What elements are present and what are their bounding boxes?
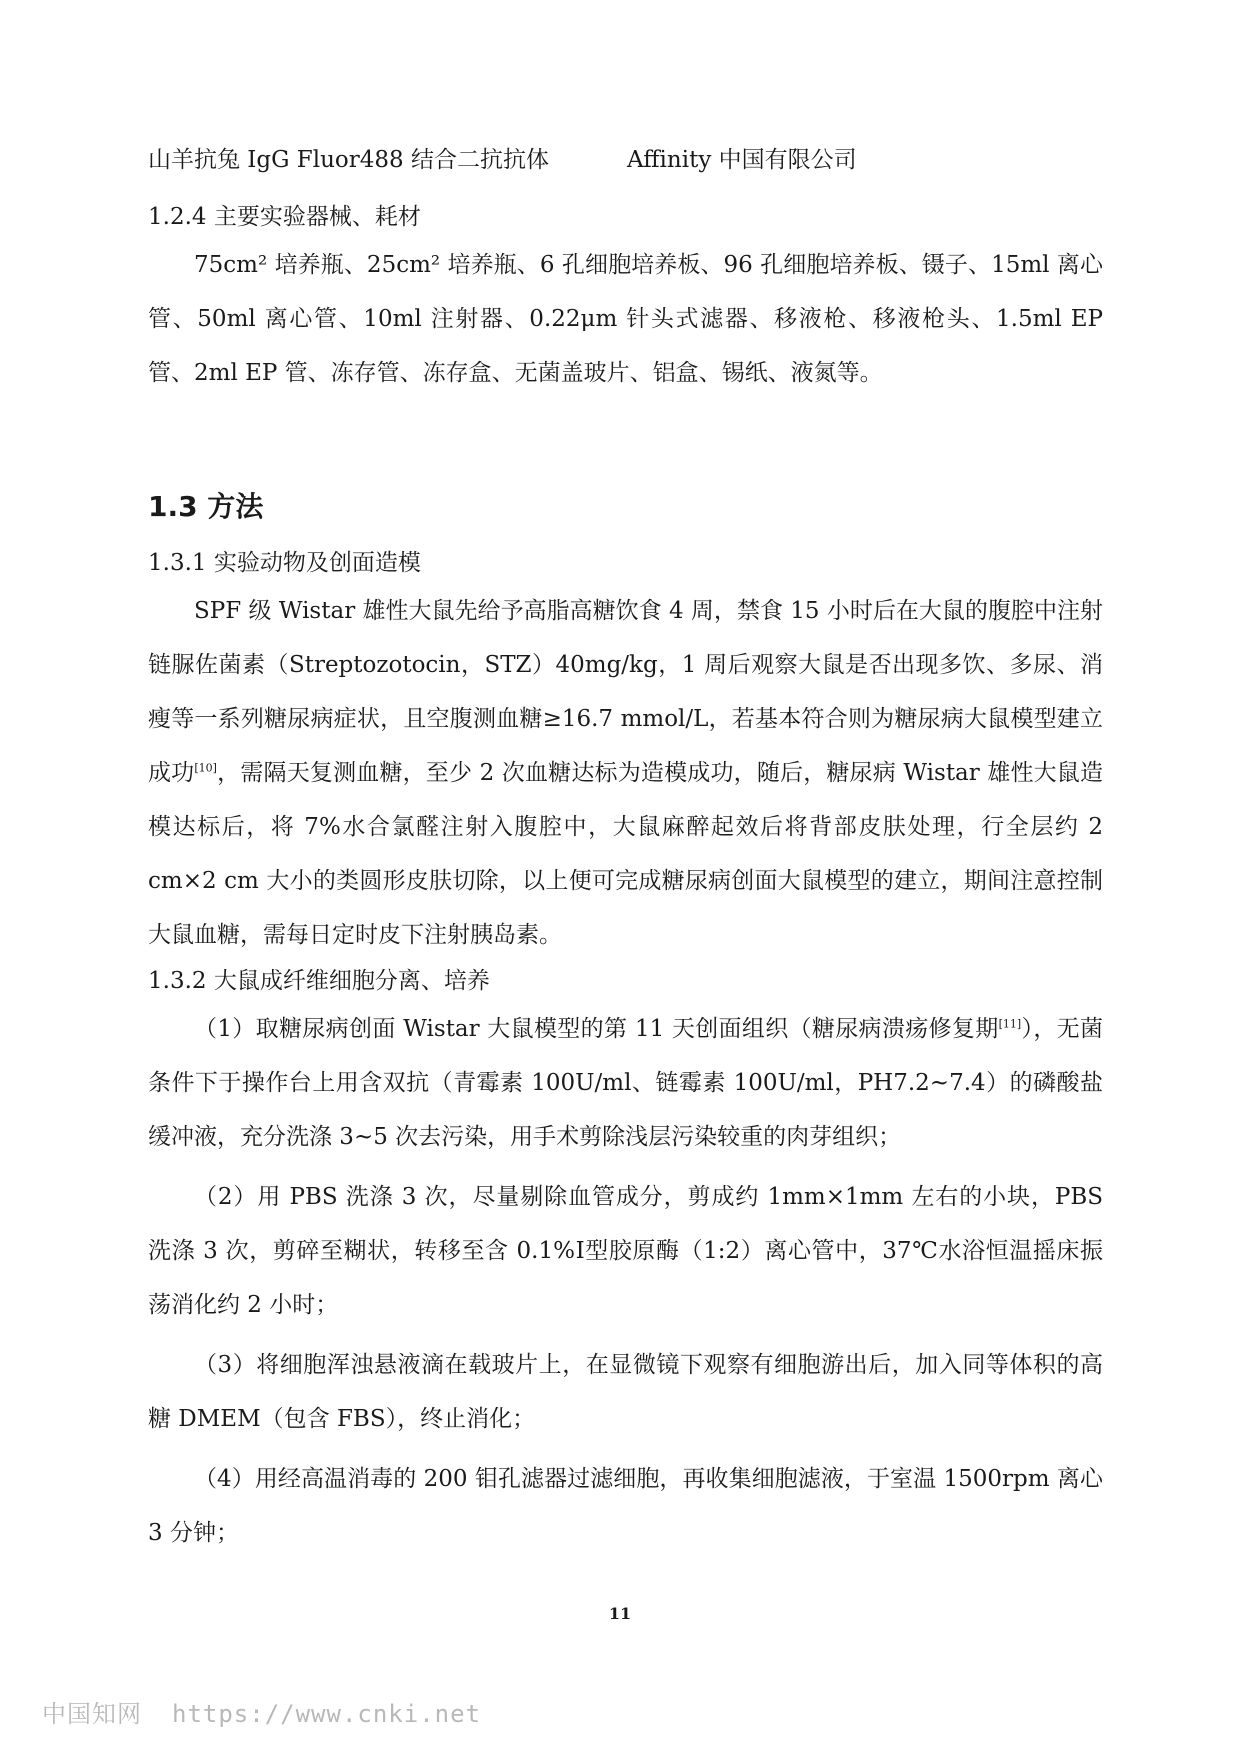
watermark-url: https://www.cnki.net (172, 1700, 481, 1728)
section-heading-1-3-1: 1.3.1 实验动物及创面造模 (148, 550, 421, 576)
step-4: （4）用经高温消毒的 200 钼孔滤器过滤细胞，再收集细胞滤液，于室温 1500rpm 离心 3 分钟； (148, 1466, 1103, 1546)
watermark-brand: 中国知网 (42, 1700, 142, 1728)
step-2: （2）用 PBS 洗涤 3 次，尽量剔除血管成分，剪成约 1mm×1mm 左右的小块，PBS 洗涤 3 次，剪碎至糊状，转移至含 0.1%Ⅰ型胶原酶（1:2）离心管中，37℃水浴恒温摇床振荡消化约 2 小时； (148, 1184, 1103, 1318)
section-heading-1-3: 1.3 方法 (148, 490, 264, 523)
step-1 (148, 1002, 1103, 1164)
citation-10: [10] (194, 761, 217, 775)
watermark (42, 1694, 481, 1729)
paragraph-animal-model-part1: SPF 级 Wistar 雄性大鼠先给予高脂高糖饮食 4 周，禁食 15 小时后在大鼠的腹腔中注射链脲佐菌素（Streptozotocin，STZ）40mg/kg，1 周后观察大鼠是否出现多饮、多尿、消瘦等一系列糖尿病症状，且空腹测血糖≥16.7 mmol/L，若基本符合则为糖尿病大鼠模型建立成功 (148, 598, 1103, 786)
reagent-name: 山羊抗兔 IgG Fluor488 结合二抗抗体 (148, 147, 549, 173)
paragraph-equipment: 75cm² 培养瓶、25cm² 培养瓶、6 孔细胞培养板、96 孔细胞培养板、镊子、15ml 离心管、50ml 离心管、10ml 注射器、0.22μm 针头式滤器、移液枪、移液枪头、1.5ml EP 管、2ml EP 管、冻存管、冻存盒、无菌盖玻片、铝盒、锡纸、液氮等。 (148, 252, 1103, 386)
reagent-supplier: Affinity 中国有限公司 (627, 147, 857, 173)
citation-11: [11] (998, 1017, 1022, 1031)
paragraph-animal-model-part2: ，需隔天复测血糖，至少 2 次血糖达标为造模成功，随后，糖尿病 Wistar 雄性大鼠造模达标后，将 7%水合氯醛注射入腹腔中，大鼠麻醉起效后将背部皮肤处理，行全层约 2 cm×2 cm 大小的类圆形皮肤切除，以上便可完成糖尿病创面大鼠模型的建立，期间注意控制大鼠血糖，需每日定时皮下注射胰岛素。 (148, 760, 1103, 948)
section-heading-1-2-4: 1.2.4 主要实验器械、耗材 (148, 204, 421, 230)
page-number: 11 (608, 1604, 632, 1623)
step-1-part1: （1）取糖尿病创面 Wistar 大鼠模型的第 11 天创面组织（糖尿病溃疡修复期 (194, 1016, 999, 1042)
step-1-part2: ），无菌条件下于操作台上用含双抗（青霉素 100U/ml、链霉素 100U/ml，PH7.2~7.4）的磷酸盐缓冲液，充分洗涤 3~5 次去污染，用手术剪除浅层污染较重的肉芽组织； (148, 1016, 1103, 1150)
section-heading-1-3-2: 1.3.2 大鼠成纤维细胞分离、培养 (148, 968, 490, 994)
step-3: （3）将细胞浑浊悬液滴在载玻片上，在显微镜下观察有细胞游出后，加入同等体积的高糖 DMEM（包含 FBS），终止消化； (148, 1352, 1103, 1432)
paragraph-animal-model (148, 584, 1103, 962)
